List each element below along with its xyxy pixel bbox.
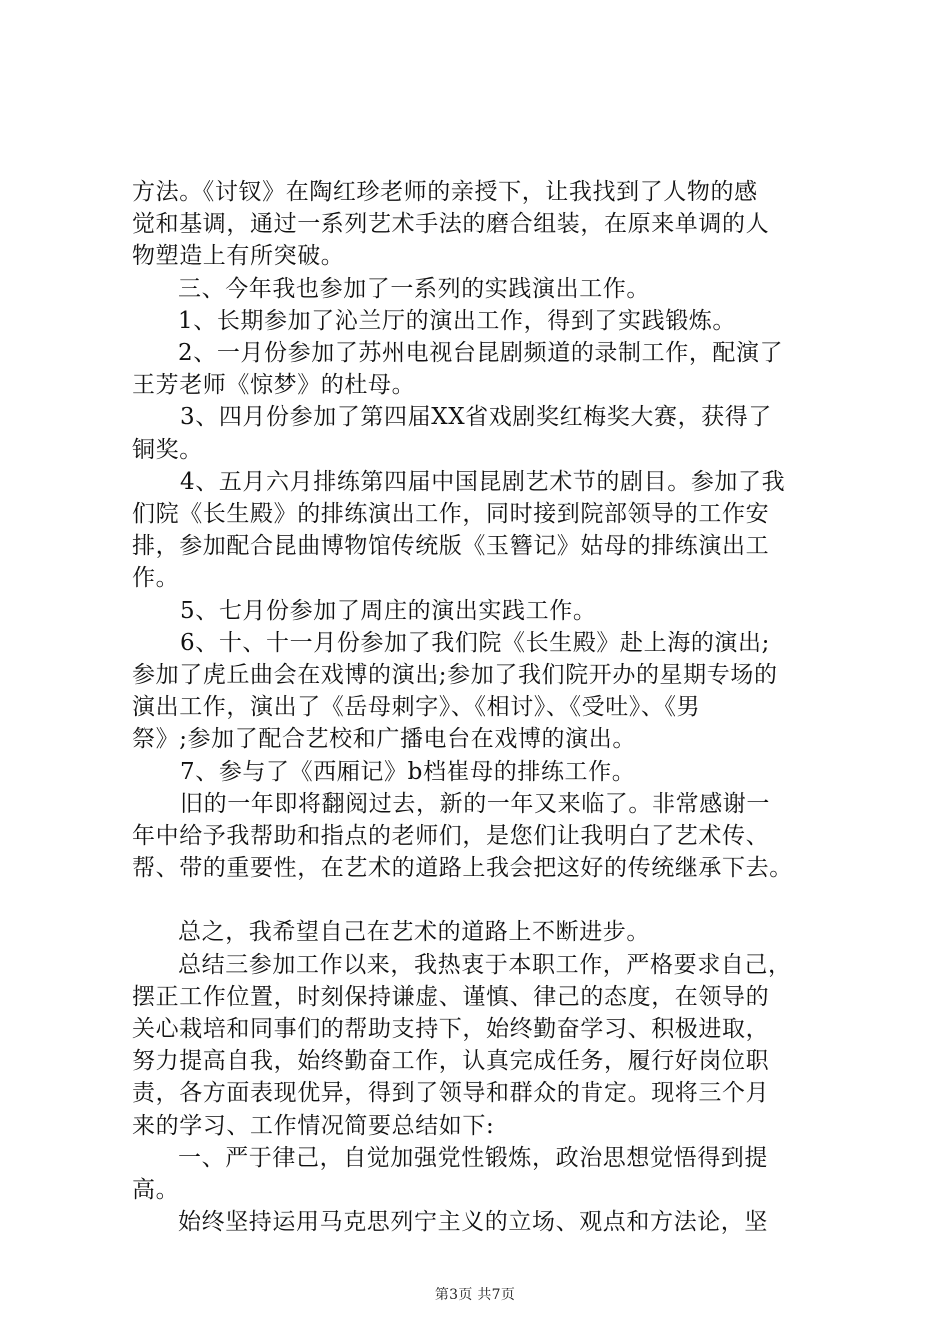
text-line: 祭》;参加了配合艺校和广播电台在戏博的演出。 [132,726,636,753]
document-body [132,176,832,1239]
text-line: 责，各方面表现优异，得到了领导和群众的肯定。现将三个月 [132,1080,770,1107]
text-line: 一、严于律己，自觉加强党性锻炼，政治思想觉悟得到提 [178,1144,768,1171]
text-line: 6、十、十一月份参加了我们院《长生殿》赴上海的演出; [180,629,770,656]
text-line: 5、七月份参加了周庄的演出实践工作。 [180,597,597,624]
text-line: 7、参与了《西厢记》b档崔母的排练工作。 [180,758,636,785]
text-line: 参加了虎丘曲会在戏博的演出;参加了我们院开办的星期专场的 [132,662,778,689]
text-line: 来的学习、工作情况简要总结如下: [132,1112,495,1139]
text-line: 4、五月六月排练第四届中国昆剧艺术节的剧目。参加了我 [180,468,786,495]
text-line: 旧的一年即将翻阅过去，新的一年又来临了。非常感谢一 [180,790,770,817]
text-line: 王芳老师《惊梦》的杜母。 [132,372,416,399]
text-line: 演出工作，演出了《岳母刺字》、《相讨》、《受吐》、《男 [132,694,701,721]
text-line: 始终坚持运用马克思列宁主义的立场、观点和方法论，坚 [178,1209,768,1236]
text-line: 铜奖。 [132,436,203,463]
text-line: 排，参加配合昆曲博物馆传统版《玉簪记》姑母的排练演出工 [132,533,770,560]
text-line: 努力提高自我，始终勤奋工作，认真完成任务，履行好岗位职 [132,1048,770,1075]
text-line: 总结三参加工作以来，我热衷于本职工作，严格要求自己， [178,951,792,978]
text-line: 总之，我希望自己在艺术的道路上不断进步。 [178,919,650,946]
text-line: 们院《长生殿》的排练演出工作，同时接到院部领导的工作安 [132,501,770,528]
text-line: 3、四月份参加了第四届XX省戏剧奖红梅奖大赛，获得了 [180,404,772,431]
blank-line [132,884,832,916]
text-line: 觉和基调，通过一系列艺术手法的磨合组装，在原来单调的人 [132,211,770,238]
text-line: 作。 [132,565,180,592]
text-line: 年中给予我帮助和指点的老师们，是您们让我明白了艺术传、 [132,823,770,850]
text-line: 摆正工作位置，时刻保持谦虚、谨慎、律己的态度，在领导的 [132,983,770,1010]
text-line: 帮、带的重要性，在艺术的道路上我会把这好的传统继承下去。 [132,855,793,882]
text-line: 关心栽培和同事们的帮助支持下，始终勤奋学习、积极进取， [132,1016,770,1043]
text-line: 1、长期参加了沁兰厅的演出工作，得到了实践锻炼。 [178,307,737,334]
text-line: 2、一月份参加了苏州电视台昆剧频道的录制工作，配演了 [178,340,784,367]
page-number-footer: 第3页 共7页 [434,1287,516,1303]
text-line: 三、今年我也参加了一系列的实践演出工作。 [178,275,650,302]
text-line: 高。 [132,1177,180,1204]
text-line: 物塑造上有所突破。 [132,243,345,270]
text-line: 方法。《讨钗》在陶红珍老师的亲授下，让我找到了人物的感 [132,179,758,205]
